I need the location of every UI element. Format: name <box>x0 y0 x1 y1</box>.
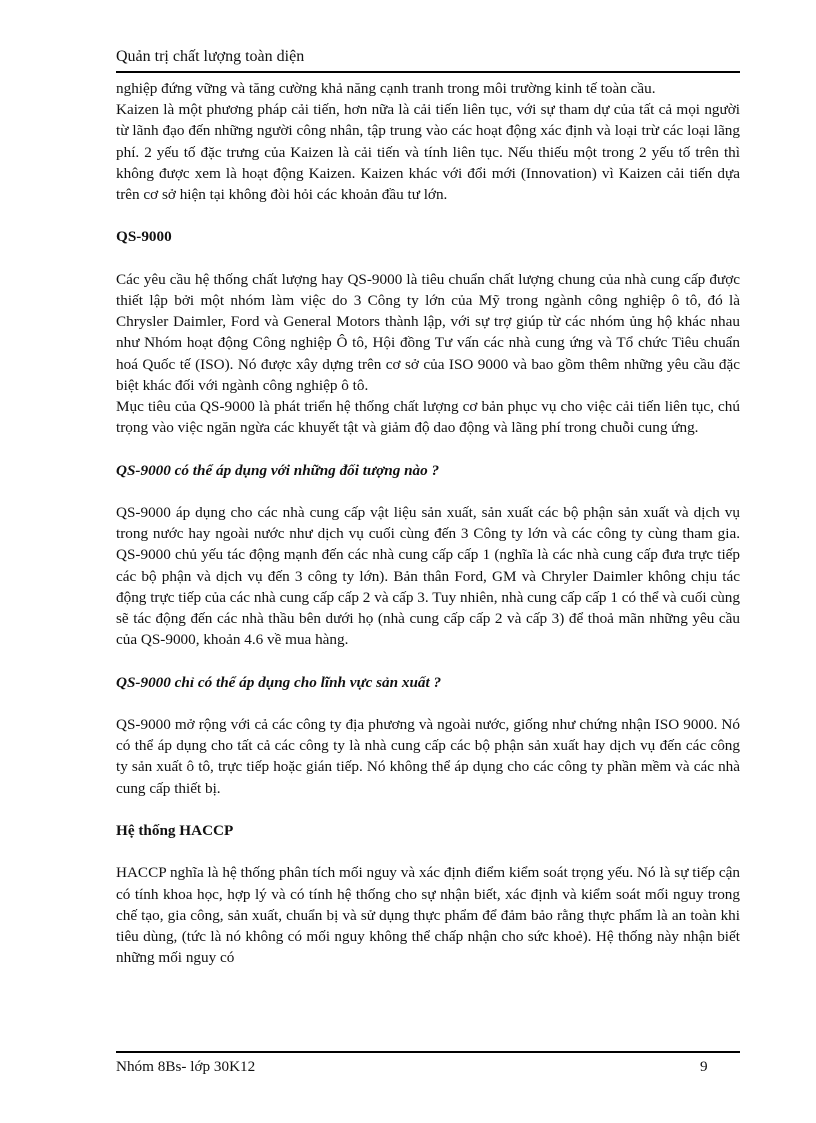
heading-qs9000: QS-9000 <box>116 228 172 246</box>
paragraph-haccp: HACCP nghĩa là hệ thống phân tích mối nguy và xác định điểm kiểm soát trọng yếu. Nó là sự tiếp cận có tính khoa học, hợp lý và có tính hệ thống cho sự nhận biết, xác định và kiểm soát mối nguy trong chế tạo, gia công, sản xuất, chuẩn bị và sử dụng thực phẩm để đảm bảo rằng thực phẩm là an toàn khi tiêu dùng, (tức là nó không có mối nguy không thể chấp nhận cho sức khoẻ). Hệ thống này nhận biết những mối nguy có <box>116 864 740 967</box>
page-header-title: Quản trị chất lượng toàn diện <box>116 48 305 65</box>
heading-qs9000-manufacturing: QS-9000 chỉ có thể áp dụng cho lĩnh vực sản xuất ? <box>116 673 442 691</box>
document-body <box>116 78 740 968</box>
header-rule <box>116 71 740 73</box>
paragraph-qs9000-scope: QS-9000 áp dụng cho các nhà cung cấp vật liệu sản xuất, sản xuất các bộ phận sản xuất và dịch vụ trong nước hay ngoài nước như dịch vụ cuối cùng đến 3 Công ty lớn và các công ty cùng tham gia. QS-9000 chủ yếu tác động mạnh đến các nhà cung cấp cấp 1 (nghĩa là các nhà cung cấp đưa trực tiếp các bộ phận và dịch vụ đến 3 công ty lớn). Bản thân Ford, GM và Chryler Daimler không chịu tác động trực tiếp của các nhà cung cấp cấp 2 và cấp 3. Tuy nhiên, nhà cung cấp cấp 1 có thể và cuối cùng sẽ tác động đến các nhà thầu bên dưới họ (nhà cung cấp cấp 2 và cấp 3) để thoả mãn những yêu cầu của QS-9000, khoản 4.6 về mua hàng. <box>116 504 740 649</box>
paragraph-intro: nghiệp đứng vững và tăng cường khả năng cạnh tranh trong môi trường kinh tế toàn cầu. <box>116 80 656 97</box>
paragraph-qs9000-goal: Mục tiêu của QS-9000 là phát triển hệ thống chất lượng cơ bản phục vụ cho việc cải tiến liên tục, chú trọng vào việc ngăn ngừa các khuyết tật và giảm độ dao động và lãng phí trong chuỗi cung ứng. <box>116 398 740 437</box>
paragraph-qs9000-manufacturing: QS-9000 mở rộng với cả các công ty địa phương và ngoài nước, giống như chứng nhận ISO 9000. Nó có thể áp dụng cho tất cả các công ty là nhà cung cấp các bộ phận sản xuất hay dịch vụ đến các công ty sản xuất ô tô, trực tiếp hoặc gián tiếp. Nó không thể áp dụng cho các công ty phần mềm và các nhà cung cấp thiết bị. <box>116 716 740 797</box>
heading-haccp: Hệ thống HACCP <box>116 822 234 839</box>
footer-rule <box>116 1051 740 1053</box>
footer-group-label: Nhóm 8Bs- lớp 30K12 <box>116 1058 256 1075</box>
paragraph-kaizen: Kaizen là một phương pháp cải tiến, hơn nữa là cải tiến liên tục, với sự tham dự của tất cả mọi người từ lãnh đạo đến những người công nhân, tập trung vào các hoạt động xác định và loại trừ các loại lãng phí. 2 yếu tố đặc trưng của Kaizen là cải tiến và tính liên tục. Nếu thiếu một trong 2 yếu tố trên thì không được xem là hoạt động Kaizen. Kaizen khác với đổi mới (Innovation) vì Kaizen cải tiến dựa trên cơ sở hiện tại không đòi hỏi các khoản đầu tư lớn. <box>116 101 740 204</box>
heading-qs9000-scope: QS-9000 có thể áp dụng với những đối tượng nào ? <box>116 461 440 479</box>
paragraph-qs9000-definition: Các yêu cầu hệ thống chất lượng hay QS-9000 là tiêu chuẩn chất lượng chung của nhà cung cấp được thiết lập bởi một nhóm làm việc do 3 Công ty lớn của Mỹ trong ngành công nghiệp ô tô, đó là Chrysler Daimler, Ford và General Motors thành lập, với sự trợ giúp từ các nhóm ủng hộ khác nhau như Nhóm hoạt động Công nghiệp Ô tô, Hội đồng Tư vấn các nhà cung ứng và Tổ chức Tiêu chuẩn hoá Quốc tế (ISO). Nó được xây dựng trên cơ sở của ISO 9000 và bao gồm thêm những yêu cầu đặc biệt khác đối với ngành công nghiệp ô tô. <box>116 270 740 394</box>
page-number: 9 <box>700 1058 708 1075</box>
